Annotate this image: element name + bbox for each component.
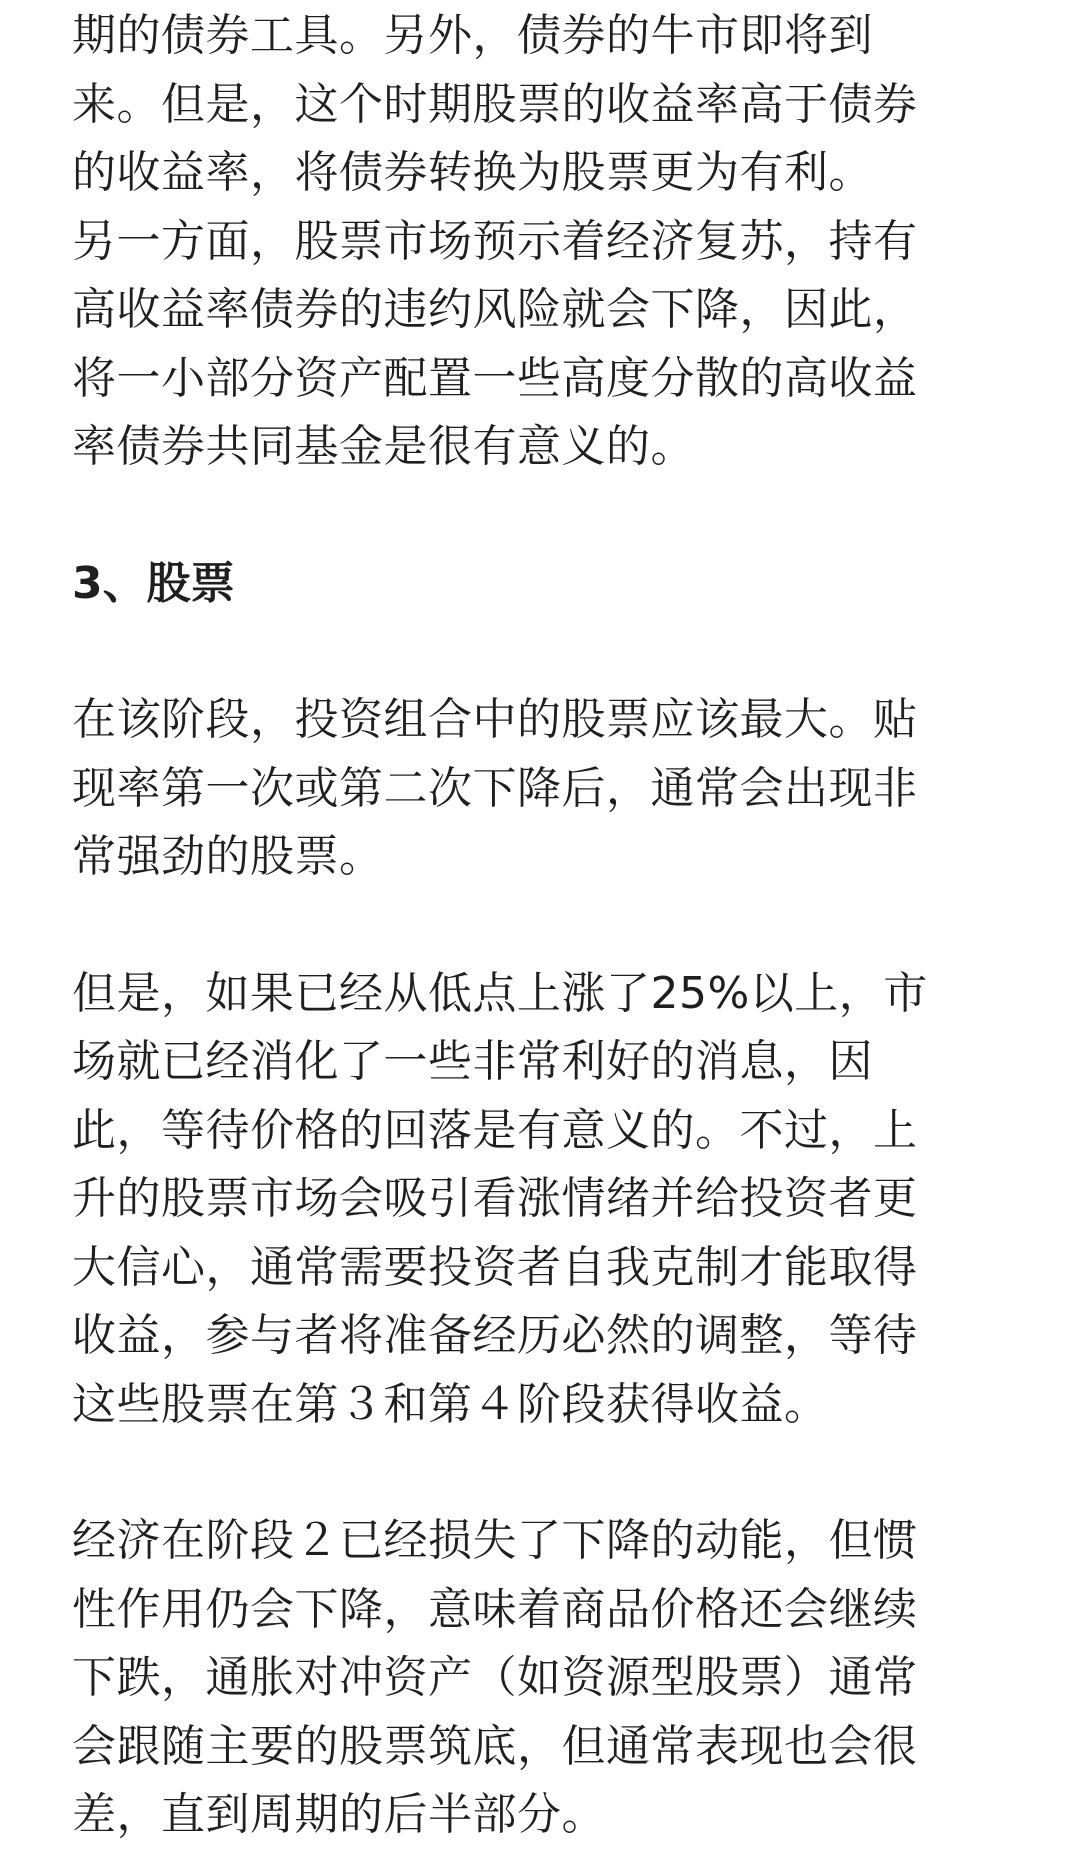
text-line: 在该阶段，投资组合中的股票应该最大。贴 [72,694,918,745]
paragraph-gap [72,618,1020,686]
paragraph-gap [72,1439,1020,1507]
text-line: 差，直到周期的后半部分。 [72,1789,606,1840]
text-line: 升的股票市场会吸引看涨情绪并给投资者更 [72,1173,918,1224]
text-line: 高收益率债券的违约风险就会下降，因此， [72,284,918,335]
text-line: 场就已经消化了一些非常利好的消息，因 [72,1036,873,1087]
text-line: 这些股票在第３和第４阶段获得收益。 [72,1378,829,1430]
section-heading-stocks: 3、股票 [72,557,235,609]
text-line: 会跟随主要的股票筑底，但通常表现也会很 [72,1720,918,1772]
text-line: 性作用仍会下降，意味着商品价格还会继续 [72,1583,918,1635]
paragraph-gap [72,482,1020,550]
paragraph-stocks-intro [72,686,1020,892]
text-line: 现率第一次或第二次下降后，通常会出现非 [72,762,918,814]
text-line: 此，等待价格的回落是有意义的。不过，上 [72,1104,918,1156]
text-line: 将一小部分资产配置一些高度分散的高收益 [72,352,918,404]
text-line: 来。但是，这个时期股票的收益率高于债券 [72,78,918,130]
text-line: 经济在阶段２已经损失了下降的动能，但惯 [72,1515,918,1566]
text-line: 另一方面，股票市场预示着经济复苏，持有 [72,215,918,267]
text-line: 常强劲的股票。 [72,831,384,882]
paragraph-stocks-caution [72,960,1020,1440]
text-line: 率债券共同基金是很有意义的。 [72,421,695,472]
text-line: 下跌，通胀对冲资产（如资源型股票）通常 [72,1652,918,1703]
paragraph-bonds-end [72,2,1020,482]
text-line: 但是，如果已经从低点上涨了25%以上，市 [72,967,928,1019]
text-line: 期的债券工具。另外，债券的牛市即将到 [72,10,873,61]
text-line: 收益，参与者将准备经历必然的调整，等待 [72,1310,918,1361]
paragraph-economy-stage-2 [72,1507,1020,1850]
text-line: 的收益率，将债券转换为股票更为有利。 [72,147,873,198]
article-body [72,0,1020,1850]
text-line: 大信心，通常需要投资者自我克制才能取得 [72,1241,918,1293]
paragraph-gap [72,892,1020,960]
